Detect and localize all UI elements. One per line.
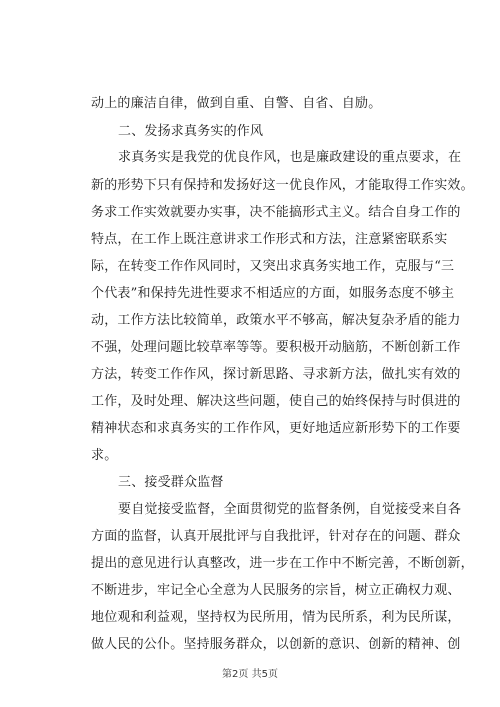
paragraph-line: 做人民的公仆。坚持服务群众，以创新的意识、创新的精神、创 xyxy=(91,637,461,652)
paragraph-line: 要自觉接受监督，全面贯彻党的监督条例，自觉接受来自各 xyxy=(118,502,462,517)
paragraph-line: 务求工作实效就要办实事，决不能搞形式主义。结合自身工作的 xyxy=(91,205,461,220)
paragraph-line: 新的形势下只有保持和发扬好这一优良作风，才能取得工作实效。 xyxy=(91,178,474,193)
paragraph-line: 动上的廉洁自律，做到自重、自警、自省、自励。 xyxy=(91,96,382,111)
paragraph-line: 求。 xyxy=(91,448,118,463)
paragraph-line: 求真务实是我党的优良作风，也是廉政建设的重点要求，在 xyxy=(118,150,462,165)
paragraph-line: 特点，在工作上既注意讲求工作形式和方法，注意紧密联系实 xyxy=(91,232,448,247)
paragraph-line: 际，在转变工作作风同时，又突出求真务实地工作，克服与“三 xyxy=(91,259,455,274)
paragraph-line: 方面的监督，认真开展批评与自我批评，针对存在的问题、群众 xyxy=(91,529,461,544)
paragraph-line: 动，工作方法比较简单，政策水平不够高，解决复杂矛盾的能力 xyxy=(91,313,461,328)
paragraph-line: 方法，转变工作作风，探讨新思路、寻求新方法，做扎实有效的 xyxy=(91,367,461,382)
section-heading: 三、接受群众监督 xyxy=(118,475,224,490)
paragraph-line: 地位观和利益观，坚持权为民所用，情为民所系，利为民所谋， xyxy=(91,610,461,625)
paragraph-line: 不强，处理问题比较草率等等。要积极开动脑筋，不断创新工作 xyxy=(91,340,461,355)
paragraph-line: 个代表”和保持先进性要求不相适应的方面，如服务态度不够主 xyxy=(91,286,455,301)
paragraph-line: 提出的意见进行认真整改，进一步在工作中不断完善，不断创新， xyxy=(91,556,474,571)
page-footer: 第2页 共5页 xyxy=(222,669,278,680)
paragraph-line: 精神状态和求真务实的工作作风，更好地适应新形势下的工作要 xyxy=(91,421,461,436)
paragraph-line: 工作，及时处理、解决这些问题，使自己的始终保持与时俱进的 xyxy=(91,394,461,409)
paragraph-line: 不断进步，牢记全心全意为人民服务的宗旨，树立正确权力观、 xyxy=(91,583,461,598)
section-heading: 二、发扬求真务实的作风 xyxy=(118,124,264,139)
